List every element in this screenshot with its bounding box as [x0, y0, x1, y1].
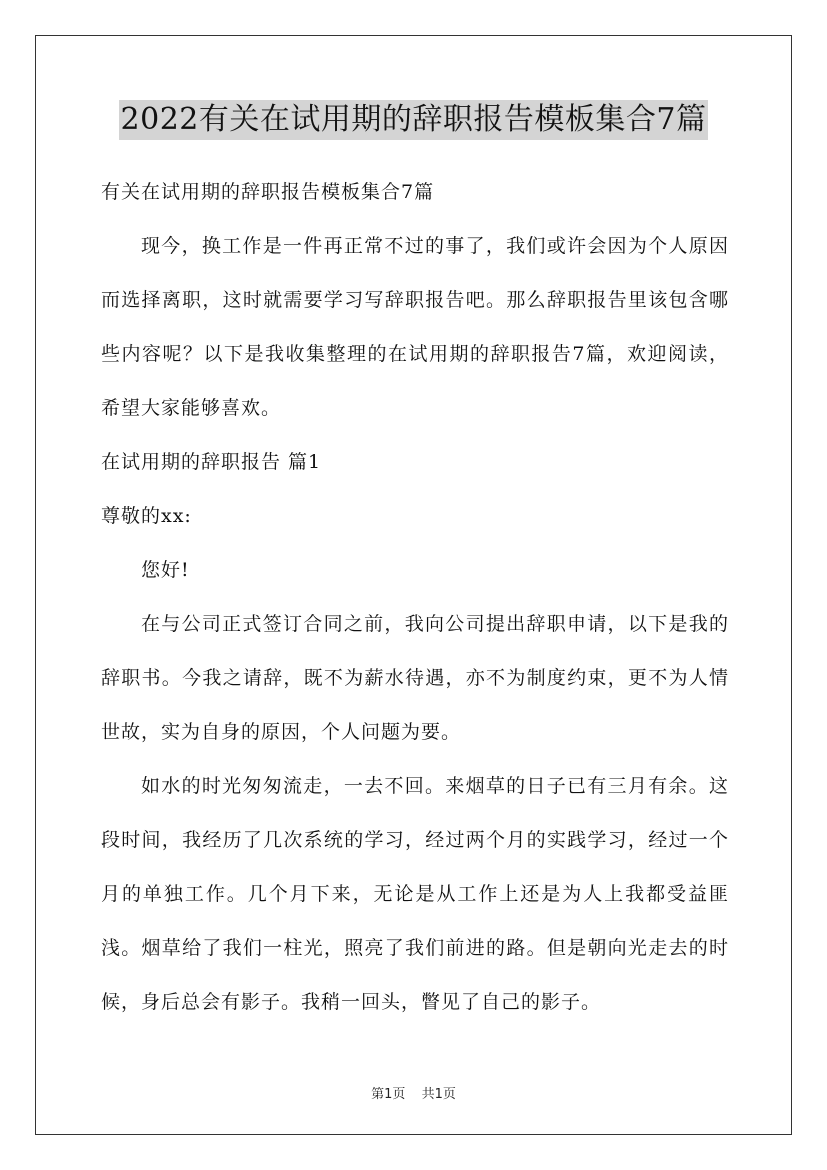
greeting: 您好! [141, 559, 190, 581]
body-paragraph-1: 在与公司正式签订合同之前，我向公司提出辞职申请，以下是我的辞职书。今我之请辞，既不为薪水待遇，亦不为制度约束，更不为人情世故，实为自身的原因，个人问题为要。 [101, 613, 729, 743]
section-heading: 在试用期的辞职报告 篇1 [101, 451, 322, 473]
intro-paragraph: 现今，换工作是一件再正常不过的事了，我们或许会因为个人原因而选择离职，这时就需要学习写辞职报告吧。那么辞职报告里该包含哪些内容呢？以下是我收集整理的在试用期的辞职报告7篇，欢迎阅读，希望大家能够喜欢。 [101, 235, 729, 419]
document-subtitle: 有关在试用期的辞职报告模板集合7篇 [101, 181, 435, 203]
document-body [101, 165, 729, 1029]
page-total: 共1页 [421, 1087, 456, 1102]
page-number: 第1页 [371, 1087, 406, 1102]
salutation: 尊敬的xx: [101, 505, 192, 527]
body-paragraph-2: 如水的时光匆匆流走，一去不回。来烟草的日子已有三月有余。这段时间，我经历了几次系统的学习，经过两个月的实践学习，经过一个月的单独工作。几个月下来，无论是从工作上还是为人上我都受益匪浅。烟草给了我们一柱光，照亮了我们前进的路。但是朝向光走去的时候，身后总会有影子。我稍一回头，瞥见了自己的影子。 [101, 775, 729, 1013]
document-title: 2022有关在试用期的辞职报告模板集合7篇 [119, 100, 709, 140]
title-container [0, 100, 827, 140]
page-footer [0, 1083, 827, 1102]
